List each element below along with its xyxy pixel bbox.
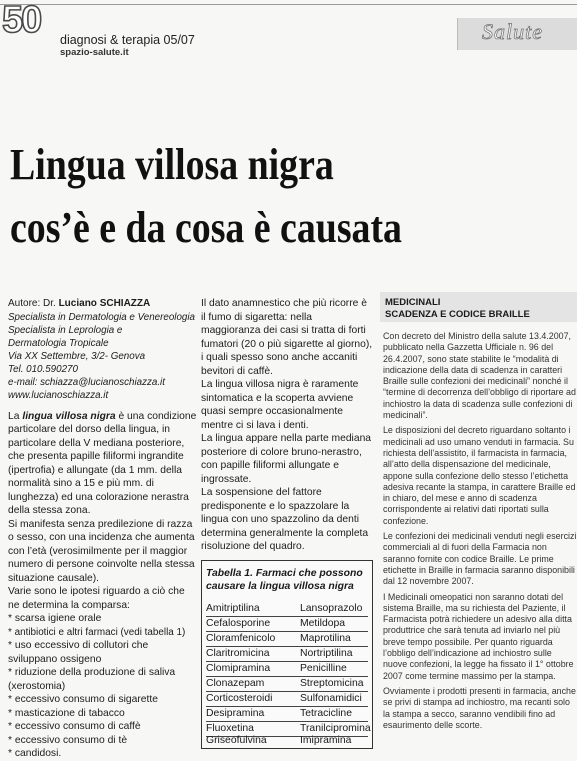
intro-paragraph [8,410,198,518]
table-caption: Tabella 1. Farmaci che possono causare la lingua villosa nigra [206,568,363,592]
sidebar-paragraph: I Medicinali omeopatici non saranno dotati del sistema Braille, ma su richiesta del Paziente, il Farmacista potrà richiedere un adesivo alla ditta produttrice che sarà tenuta ad inviarlo nel più breve tempo possibile. Per quanto riguarda l’obbligo dell’indicazione ad inchiostro sulle nuove confezioni, la legge ha fissato il 1° ottobre 2007 come termine massimo per la stampa. [383,591,574,681]
table-row [206,631,368,647]
table-row [206,616,368,632]
table-row [206,733,368,748]
intro-term: lingua villosa nigra [22,410,116,422]
author-affiliations [8,311,198,402]
table-row [206,646,368,662]
page-number: 50 [2,0,41,41]
table-row [206,676,368,692]
sidebar-heading-1: MEDICINALI [385,297,441,308]
table-row [206,601,368,617]
sidebar-paragraph: Con decreto del Ministro della salute 13.4.2007, pubblicato nella Gazzetta Ufficiale n. 96 del 26.4.2007, sono state stabilite le “modalità di indicazione della data di scadenza in caratteri Braille sulle confezioni dei medicinali” nonché il “termine di decorrenza dell’obbligo di riportare ad inchiostro la data di scadenza sulle confezioni di medicinali”. [383,331,576,421]
table-cell: Fluoxetina [206,723,254,734]
table-cell: Griseofulvina [206,735,267,746]
column-2 [201,297,373,554]
table-cell: Desipramina [206,708,265,719]
table-row [206,661,368,677]
table-cell: Cefalosporine [206,618,271,629]
section-name: Salute [482,19,543,44]
table-cell: Lansoprazolo [300,603,363,614]
list-item: * eccessivo consumo di tè [8,734,128,746]
author-name: Luciano SCHIAZZA [58,298,151,309]
author-website[interactable]: www.lucianoschiazza.it [8,389,109,401]
table-cell: Metildopa [300,618,346,629]
author-prefix: Autore: Dr. [8,298,59,309]
table-cell: Maprotilina [300,633,351,644]
website-label: spazio-salute.it [60,47,129,58]
author-address: Via XX Settembre, 3/2- Genova [8,350,146,362]
affiliation-line: Specialista in Leprologia e [8,324,123,336]
affiliation-line: Specialista in Dermatologia e Venereologia [8,311,195,323]
article-title [10,140,496,253]
intro-lead: La [8,410,23,422]
page-header [0,0,577,58]
title-line-1: Lingua villosa nigra [10,140,334,189]
sidebar-paragraph: Ovviamente i prodotti presenti in farmacia, anche se privi di stampa ad inchiostro, ma recanti solo la stampa a secco, saranno vendibili fino ad esaurimento delle scorte. [383,685,576,730]
title-line-2: cos’è e da cosa è causata [10,203,402,252]
list-item: * antibiotici e altri farmaci (vedi tabella 1) [8,626,186,638]
table-cell: Tranilcipromina [300,723,371,734]
list-item: * eccessivo consumo di sigarette [8,694,158,705]
list-item: * riduzione della produzione di saliva (xerostomia) [8,667,176,692]
section-banner [457,18,577,50]
drug-table [201,560,373,749]
column-1 [8,297,198,761]
sidebar-heading-2: SCADENZA E CODICE BRAILLE [385,309,530,320]
body-paragraph: Il dato anamnestico che più ricorre è il fumo di sigaretta: nella maggioranza dei casi si tratta di forti fumatori (20 o più sigarette al giorno), i quali spesso sono anche accaniti bevitori di caffè. [201,298,373,377]
table-cell: Imipramina [300,735,352,746]
body-paragraph: La lingua villosa nigra è raramente sintomatica e la scoperta avviene quasi sempre occasionalmente mentre ci si lava i denti. [201,379,359,431]
author-phone: Tel. 010.590270 [8,363,78,375]
magazine-issue: diagnosi & terapia 05/07 [60,33,195,47]
header-rule [0,4,577,5]
table-cell: Claritromicina [206,648,270,659]
table-cell: Tetracicline [300,708,352,719]
table-cell: Cloramfenicolo [206,633,276,644]
body-paragraph: La sospensione del fattore predisponente e lo spazzolare la lingua con uno spazzolino da denti determina generalmente la completa risoluzione del quadro. [201,487,369,552]
body-paragraph: Varie sono le ipotesi riguardo a ciò che ne determina la comparsa: [8,586,185,611]
table-row [206,691,368,707]
list-item: * eccessivo consumo di caffè [8,721,141,732]
sidebar-paragraph: Le confezioni dei medicinali venduti negli esercizi commerciali al di fuori della Farmacia non saranno fornite con codice Braille. Le prime etichette in Braille in farmacia saranno disponibili dal 12 novembre 2007. [383,531,577,587]
affiliation-line: Dermatologia Tropicale [8,337,109,349]
intro-text: è una condizione particolare del dorso della lingua, in particolare della V mediana posteriore, che presenta papille filiformi ingrandite (ipertrofia) e allungate (da 1 mm. della normalità sino a 15 e più mm. di lunghezza) ed una colorazione nerastra della stessa zona. [8,410,197,516]
sidebar-heading [380,292,577,322]
table-cell: Amitriptilina [206,603,260,614]
table-row [206,706,368,722]
cause-list [8,612,198,761]
author-email[interactable]: e-mail: schiazza@lucianoschiazza.it [8,376,165,388]
sidebar-paragraph: Le disposizioni del decreto riguardano soltanto i medicinali ad uso umano venduti in farmacia. Su richiesta dell’assistito, il farmacista in farmacia, all’atto della dispensazione del medicinale, appone sulla confezione dello stesso l’etichetta adesiva recante la stampa, in carattere Braille ed in chiaro, del mese e anno di scadenza corrispondente ai relativi dati riportati sulla confezione. [383,425,576,526]
list-item: * uso eccessivo di collutori che sviluppano ossigeno [8,640,149,665]
table-cell: Penicilline [300,663,347,674]
table-cell: Streptomicina [300,678,364,689]
table-cell: Corticosteroidi [206,693,273,704]
list-item: * candidosi. [8,748,62,759]
list-item: * masticazione di tabacco [8,707,125,719]
sidebar-body [383,331,577,735]
table-cell: Sulfonamidici [300,693,362,704]
table-cell: Nortriptilina [300,648,353,659]
author-line [8,297,198,311]
list-item: * scarsa igiene orale [8,613,102,624]
body-paragraph: Si manifesta senza predilezione di razza o sesso, con una incidenza che aumenta con l’età (verosimilmente per il maggior numero di persone coinvolte nella stessa situazione causale). [8,518,195,584]
table-cell: Clonazepam [206,678,265,689]
body-paragraph: La lingua appare nella parte mediana posteriore di colore bruno-nerastro, con papille filiformi allungate e ingrossate. [201,433,372,485]
table-cell: Clomipramina [206,663,271,674]
